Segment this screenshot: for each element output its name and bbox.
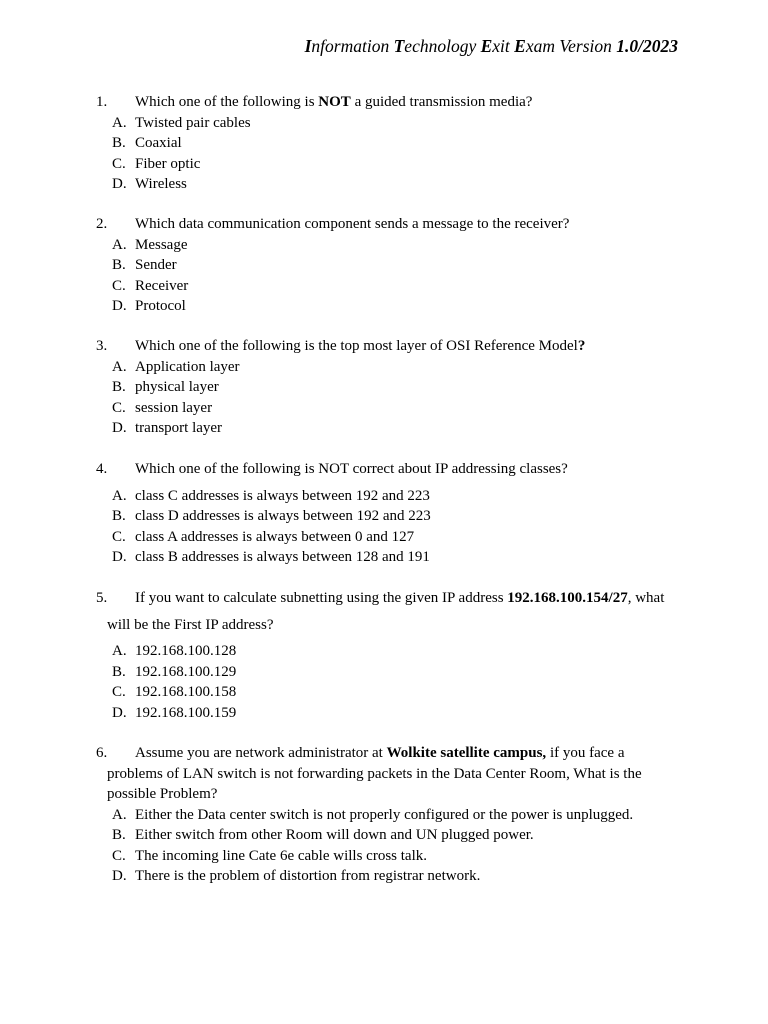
question-number: 4.: [96, 461, 108, 477]
option-b: B. physical layer: [112, 379, 219, 395]
option-c: C. The incoming line Cate 6e cable wills cross talk.: [112, 847, 428, 864]
question-number: 2.: [96, 216, 108, 232]
question-2: [96, 214, 696, 317]
option-c: C. Receiver: [112, 277, 189, 294]
question-text: Which one of the following is NOT correct about IP addressing classes?: [135, 461, 568, 477]
option-d: D. Wireless: [112, 176, 187, 192]
question-number: 3.: [96, 338, 108, 354]
question-text: Which data communication component sends a message to the receiver?: [135, 216, 570, 232]
option-c: C. 192.168.100.158: [112, 684, 237, 700]
question-number: 5.: [96, 590, 108, 606]
option-c: C. session layer: [112, 399, 213, 416]
option-c: C. Fiber optic: [112, 155, 201, 172]
question-number: 1.: [96, 94, 108, 110]
option-b: B. 192.168.100.129: [112, 663, 237, 680]
option-b: B. Coaxial: [112, 135, 182, 151]
option-b: B. Sender: [112, 257, 177, 273]
question-text-continued: will be the First IP address?: [107, 616, 274, 633]
question-6: [96, 743, 696, 887]
option-a: A. Twisted pair cables: [112, 114, 251, 131]
question-text: Which one of the following is the top most layer of OSI Reference Model?: [135, 338, 586, 354]
question-text-continued: possible Problem?: [107, 786, 218, 802]
question-text: Assume you are network administrator at Wolkite satellite campus, if you face a: [135, 745, 625, 761]
option-a: A. Message: [112, 236, 188, 253]
question-3: [96, 336, 696, 439]
question-text-continued: problems of LAN switch is not forwarding packets in the Data Center Room, What is the: [107, 765, 642, 782]
question-1: [96, 92, 696, 195]
question-number: 6.: [96, 745, 108, 761]
option-b: B. class D addresses is always between 192 and 223: [112, 508, 431, 524]
option-d: D. There is the problem of distortion from registrar network.: [112, 868, 481, 884]
option-d: D. Protocol: [112, 298, 186, 314]
option-c: C. class A addresses is always between 0 and 127: [112, 528, 415, 545]
question-4: [96, 459, 696, 568]
option-a: A. Either the Data center switch is not properly configured or the power is unplugged.: [112, 806, 634, 823]
option-a: A. class C addresses is always between 192 and 223: [112, 487, 430, 504]
option-b: B. Either switch from other Room will down and UN plugged power.: [112, 827, 534, 843]
option-d: D. transport layer: [112, 420, 223, 436]
option-d: D. 192.168.100.159: [112, 704, 237, 721]
question-text: Which one of the following is NOT a guided transmission media?: [135, 94, 533, 110]
option-a: A. 192.168.100.128: [112, 643, 237, 659]
question-5: [96, 588, 696, 723]
question-text: If you want to calculate subnetting using the given IP address 192.168.100.154/27, what: [135, 590, 665, 606]
page-header: Information Technology Exit Exam Version 1.0/2023: [304, 36, 678, 56]
option-d: D. class B addresses is always between 128 and 191: [112, 549, 430, 565]
option-a: A. Application layer: [112, 358, 240, 375]
